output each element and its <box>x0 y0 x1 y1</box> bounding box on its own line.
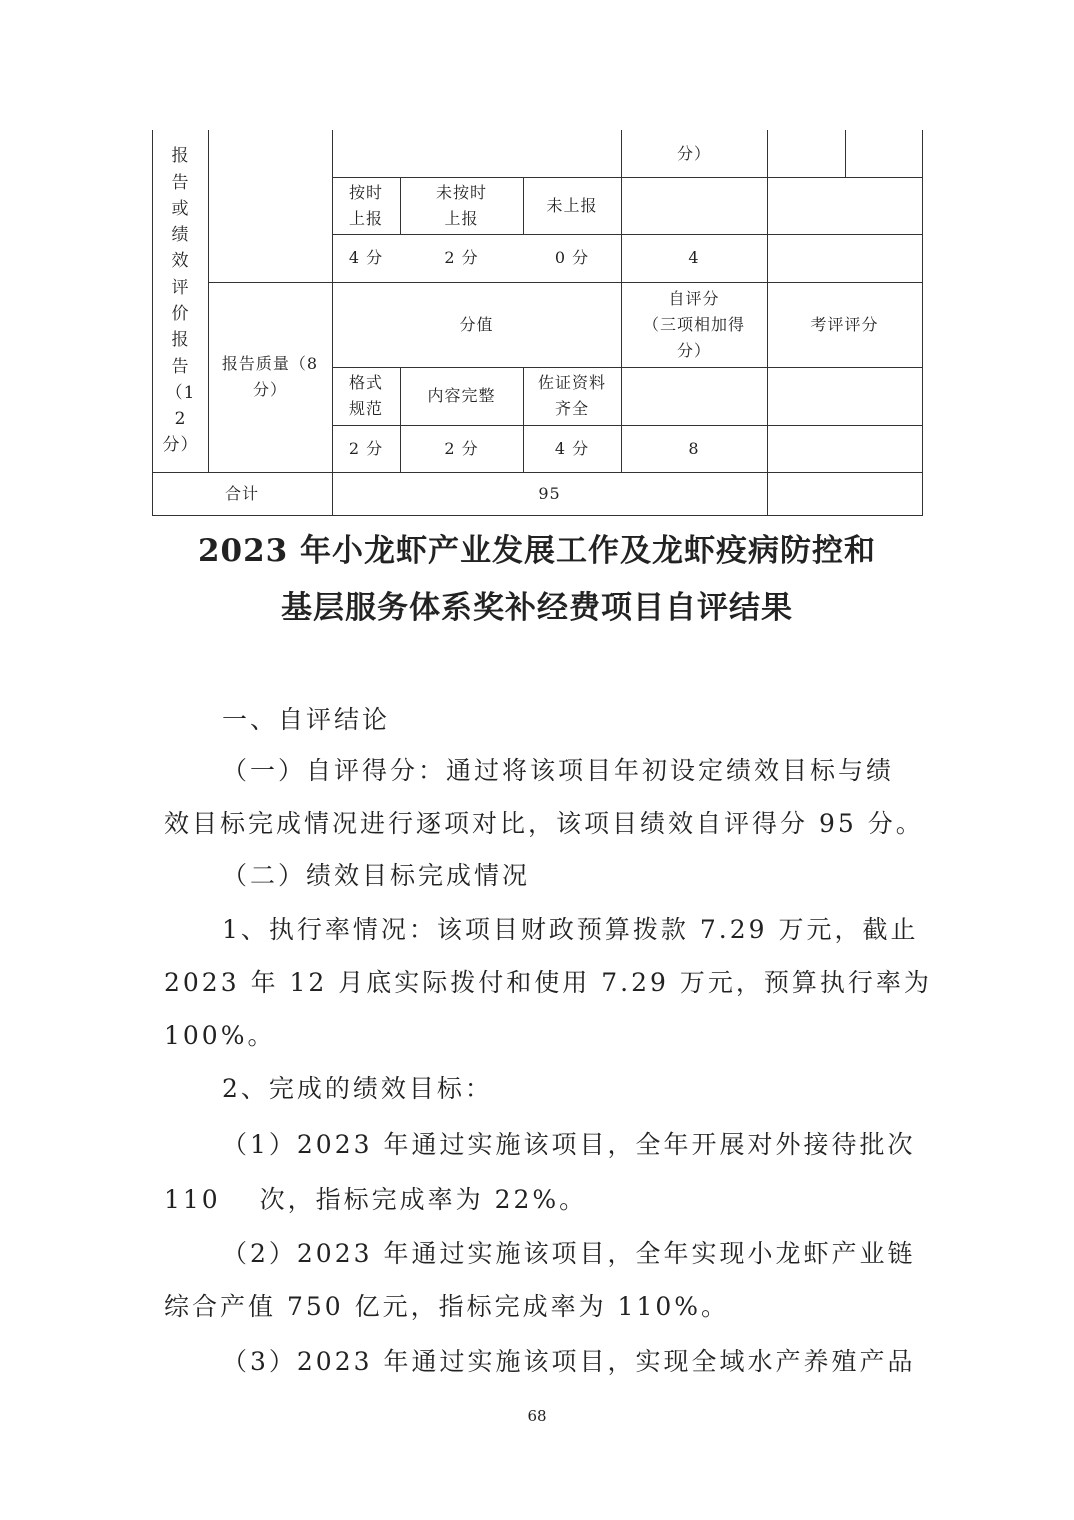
header-content-complete: 内容完整 <box>427 386 496 405</box>
header-not-reported: 未上报 <box>546 195 598 215</box>
vertical-char: 或 <box>171 198 190 219</box>
report-category-label <box>153 130 208 472</box>
paragraph-line: （3）2023 年通过实施该项目，实现全域水产养殖产品 <box>222 1347 916 1376</box>
vertical-char: 报 <box>171 146 190 167</box>
page-number: 68 <box>527 1407 547 1425</box>
paragraph-line: 100%。 <box>164 1021 276 1050</box>
vertical-char: 分） <box>162 435 199 456</box>
vertical-char: 评 <box>171 277 190 298</box>
document-title-line-1: 2023 年小龙虾产业发展工作及龙虾疫病防控和 <box>197 533 877 569</box>
paragraph-line: 110 次，指标完成率为 22%。 <box>164 1185 588 1214</box>
vertical-char: 效 <box>171 251 190 272</box>
self-score-header: 自评分 （三项相加得 分） <box>642 288 745 360</box>
value-evidence: 4 分 <box>554 438 590 458</box>
evaluation-table <box>152 130 923 516</box>
subheading-completed-goals: 2、完成的绩效目标： <box>222 1074 493 1103</box>
paragraph-line: （1）2023 年通过实施该项目，全年开展对外接待批次 <box>222 1130 916 1159</box>
review-score-header: 考评评分 <box>810 314 879 334</box>
value-format: 2 分 <box>348 438 384 458</box>
vertical-char: 价 <box>171 304 190 324</box>
header-on-time: 按时 上报 <box>348 182 383 228</box>
paragraph-line: 综合产值 750 亿元，指标完成率为 110%。 <box>164 1292 730 1321</box>
section-heading-conclusion: 一、自评结论 <box>222 705 391 734</box>
quality-self-score: 8 <box>688 438 700 458</box>
paragraph-line: 效目标完成情况进行逐项对比，该项目绩效自评得分 95 分。 <box>164 809 924 838</box>
value-late: 2 分 <box>444 248 479 267</box>
vertical-char: 绩 <box>171 225 190 246</box>
paragraph-line: 1、执行率情况：该项目财政预算拨款 7.29 万元，截止 <box>222 915 919 944</box>
total-value: 95 <box>538 483 561 503</box>
vertical-char: 报 <box>171 330 190 351</box>
total-label: 合计 <box>224 483 259 503</box>
value-not-reported: 0 分 <box>554 248 590 267</box>
score-header: 分值 <box>459 314 494 334</box>
document-title-line-2: 基层服务体系奖补经费项目自评结果 <box>281 590 793 626</box>
subheading-goal-completion: （二）绩效目标完成情况 <box>222 861 531 890</box>
paragraph-line: （一）自评得分：通过将该项目年初设定绩效目标与绩 <box>222 756 895 785</box>
vertical-char: 告 <box>171 172 190 193</box>
vertical-char: 2 <box>174 409 187 430</box>
report-quality-label: 报告质量（8 分） <box>221 354 319 399</box>
paragraph-line: 2023 年 12 月底实际拨付和使用 7.29 万元，预算执行率为 <box>164 968 932 997</box>
vertical-char: 告 <box>171 356 190 377</box>
timeliness-self-score: 4 <box>688 248 700 267</box>
vertical-char: （1 <box>165 382 196 403</box>
value-content: 2 分 <box>444 438 479 458</box>
paragraph-line: （2）2023 年通过实施该项目，全年实现小龙虾产业链 <box>222 1239 916 1268</box>
header-format: 格式 规范 <box>348 373 383 418</box>
top-partial-cell: 分） <box>676 143 711 163</box>
header-evidence: 佐证资料 齐全 <box>537 373 606 418</box>
header-late: 未按时 上报 <box>435 182 487 228</box>
value-on-time: 4 分 <box>348 248 384 267</box>
